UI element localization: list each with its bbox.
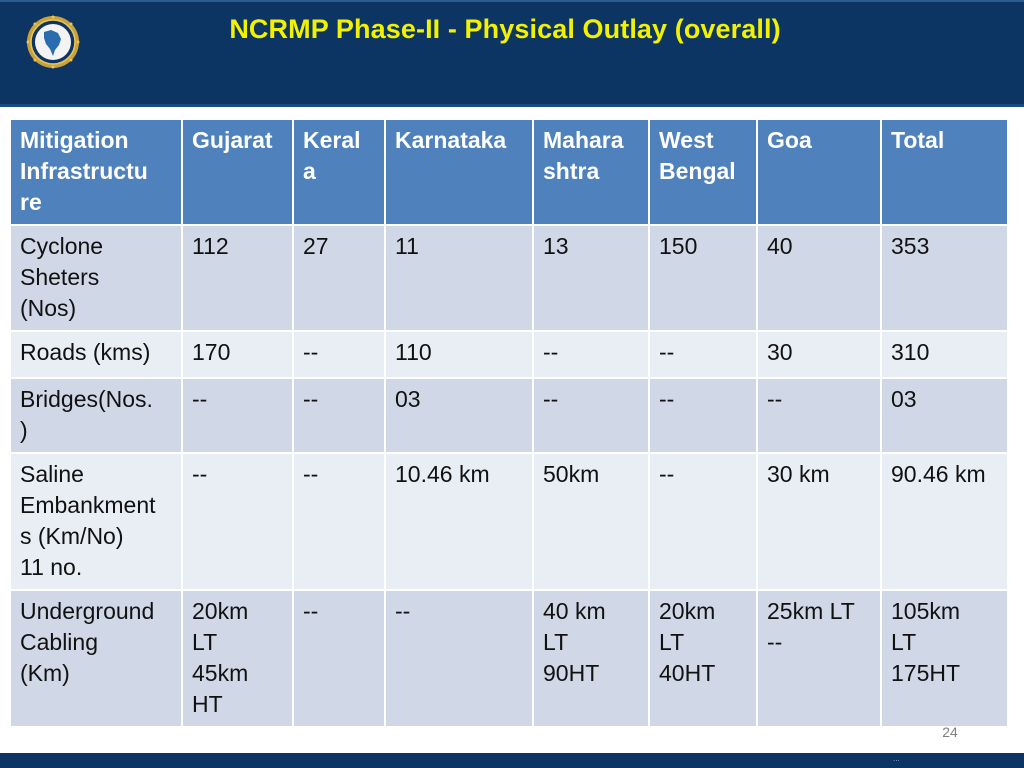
table-cell: 20km LT 40HT	[649, 590, 757, 727]
table-cell: 25km LT --	[757, 590, 881, 727]
table-cell: 03	[881, 378, 1008, 453]
table-cell: --	[533, 331, 649, 378]
table-cell: --	[533, 378, 649, 453]
table-cell: --	[293, 453, 385, 590]
column-header: Gujarat	[182, 119, 293, 225]
table-cell: 03	[385, 378, 533, 453]
table-cell: 150	[649, 225, 757, 331]
column-header: Karnataka	[385, 119, 533, 225]
table-cell: 13	[533, 225, 649, 331]
table-row	[10, 453, 1008, 590]
table-cell: 170	[182, 331, 293, 378]
table-cell: --	[182, 453, 293, 590]
table-cell: Roads (kms)	[10, 331, 182, 378]
table-cell: 50km	[533, 453, 649, 590]
header-top-line	[0, 0, 1024, 2]
column-header: West Bengal	[649, 119, 757, 225]
table-cell: 40 km LT 90HT	[533, 590, 649, 727]
page-number: 24	[942, 724, 958, 740]
table-cell: --	[649, 378, 757, 453]
table-cell: 30 km	[757, 453, 881, 590]
table-cell: 310	[881, 331, 1008, 378]
table-cell: Cyclone Sheters (Nos)	[10, 225, 182, 331]
table-cell: 27	[293, 225, 385, 331]
column-header: Total	[881, 119, 1008, 225]
table-cell: 11	[385, 225, 533, 331]
footer-dots: ...	[893, 754, 900, 763]
table-row	[10, 225, 1008, 331]
slide-title	[0, 14, 1010, 45]
table-cell: --	[293, 378, 385, 453]
table-cell: Saline Embankment s (Km/No) 11 no.	[10, 453, 182, 590]
slide-footer-bar	[0, 753, 1024, 768]
column-header: Mitigation Infrastructu re	[10, 119, 182, 225]
table-cell: 353	[881, 225, 1008, 331]
table-row	[10, 378, 1008, 453]
table-cell: --	[293, 331, 385, 378]
table-cell: 112	[182, 225, 293, 331]
table-cell: --	[385, 590, 533, 727]
table-cell: --	[757, 378, 881, 453]
slide-title-text: NCRMP Phase-II - Physical Outlay (overall)	[229, 14, 781, 44]
column-header: Goa	[757, 119, 881, 225]
table-cell: 40	[757, 225, 881, 331]
table-header-row	[10, 119, 1008, 225]
physical-outlay-table	[9, 118, 1009, 728]
slide-header	[0, 0, 1024, 107]
table-cell: --	[649, 331, 757, 378]
table-cell: Bridges(Nos. )	[10, 378, 182, 453]
table-cell: --	[649, 453, 757, 590]
table-cell: 110	[385, 331, 533, 378]
table-cell: --	[293, 590, 385, 727]
column-header: Mahara shtra	[533, 119, 649, 225]
table-cell: 20km LT 45km HT	[182, 590, 293, 727]
table-cell: 30	[757, 331, 881, 378]
column-header: Keral a	[293, 119, 385, 225]
table-cell: Underground Cabling (Km)	[10, 590, 182, 727]
table-cell: 105km LT 175HT	[881, 590, 1008, 727]
table-cell: --	[182, 378, 293, 453]
table-row	[10, 331, 1008, 378]
table-row	[10, 590, 1008, 727]
table-cell: 90.46 km	[881, 453, 1008, 590]
table-cell: 10.46 km	[385, 453, 533, 590]
